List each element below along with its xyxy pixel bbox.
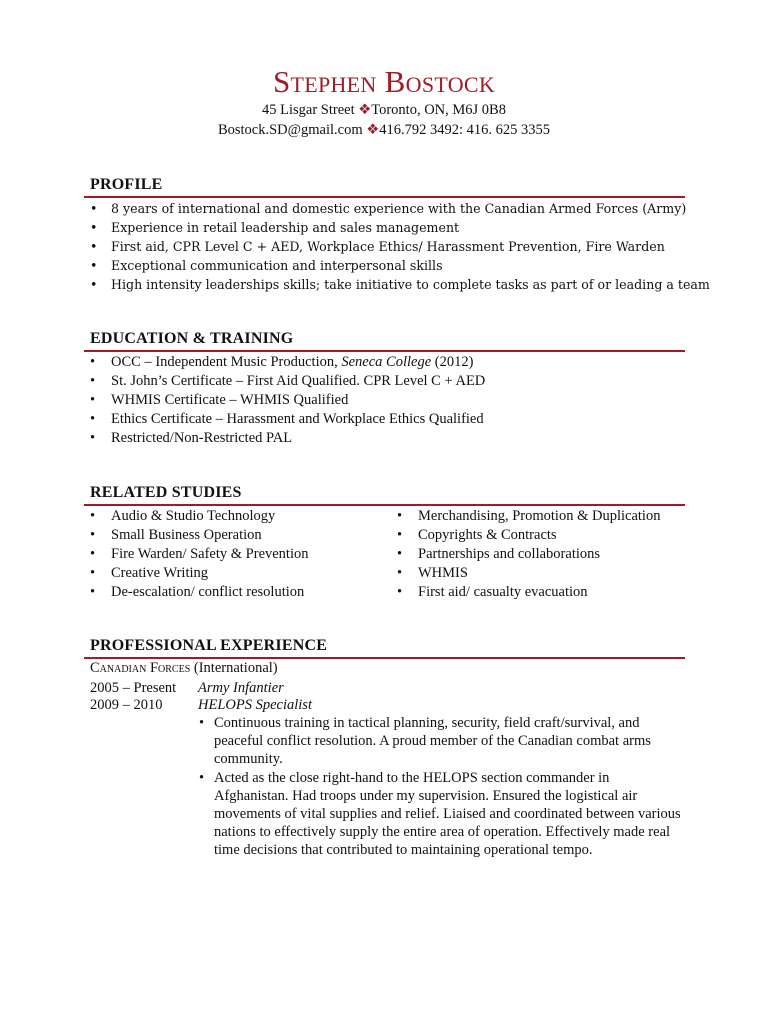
related-studies-right-list [393,507,660,602]
role-row [90,679,284,697]
related-studies-left-list [86,507,309,602]
related-studies-heading: RELATED STUDIES [90,484,242,501]
list-item: • Merchandising, Promotion & Duplication [393,507,660,526]
list-item: • Audio & Studio Technology [86,507,309,526]
list-item: • 8 years of international and domestic experience with the Canadian Armed Forces (Army) [86,199,710,218]
employer-name: Canadian Forces [90,660,191,676]
contact-address-line [0,101,768,119]
employer-line [90,659,278,677]
experience-heading: PROFESSIONAL EXPERIENCE [90,637,328,654]
list-item: • Exceptional communication and interpersonal skills [86,256,710,275]
address-city: Toronto, ON, M6J 0B8 [371,102,506,118]
profile-heading: PROFILE [90,176,163,193]
diamond-separator-icon: ❖ [358,102,372,118]
list-item: • Experience in retail leadership and sales management [86,218,710,237]
list-item: • WHMIS [393,564,660,583]
profile-divider [84,196,685,198]
institution-name: Seneca College [341,354,432,370]
education-heading: EDUCATION & TRAINING [90,330,294,347]
diamond-separator-icon: ❖ [366,122,380,138]
duties-list [196,714,686,860]
role-title: HELOPS Specialist [198,697,312,713]
profile-list [86,199,710,294]
list-item: • Creative Writing [86,564,309,583]
list-item: • Partnerships and collaborations [393,545,660,564]
email-address[interactable]: Bostock.SD@gmail.com [217,122,363,138]
address-street: 45 Lisgar Street [262,102,355,118]
role-title: Army Infantier [198,680,284,696]
role-row [90,696,312,714]
list-item: • Small Business Operation [86,526,309,545]
education-divider [84,350,685,352]
list-item: • De-escalation/ conflict resolution [86,583,309,602]
list-item: • Acted as the close right-hand to the HELOPS section commander in Afghanistan. Had troops under my supervision. Ensured the logistical air movements of vital supplies and relief. Liaised and coordinated between various nations to effectively supply the entire area of operation. Effectively made real time decisions that contributed to maintaining operational tempo. [196,769,686,860]
list-item: • St. John’s Certificate – First Aid Qualified. CPR Level C + AED [86,372,485,391]
candidate-name: Stephen Bostock [272,64,496,99]
phone-numbers: 416.792 3492: 416. 625 3355 [379,122,551,138]
list-item: • Restricted/Non-Restricted PAL [86,429,485,448]
list-item: • First aid, CPR Level C + AED, Workplace Ethics/ Harassment Prevention, Fire Warden [86,237,710,256]
education-list [86,353,485,448]
role-dates: 2005 – Present [90,680,177,696]
related-studies-divider [84,504,685,506]
employer-note: (International) [190,660,278,676]
list-item: • Fire Warden/ Safety & Prevention [86,545,309,564]
list-item: • OCC – Independent Music Production, Seneca College (2012) [86,353,485,372]
list-item: • First aid/ casualty evacuation [393,583,660,602]
list-item: • Continuous training in tactical planning, security, field craft/survival, and peaceful conflict resolution. A proud member of the Canadian combat arms community. [196,714,686,769]
list-item: • High intensity leaderships skills; take initiative to complete tasks as part of or leading a team [86,275,710,294]
list-item: • Copyrights & Contracts [393,526,660,545]
contact-email-phone-line [0,121,768,139]
role-dates: 2009 – 2010 [90,697,163,713]
list-item: • WHMIS Certificate – WHMIS Qualified [86,391,485,410]
list-item: • Ethics Certificate – Harassment and Workplace Ethics Qualified [86,410,485,429]
